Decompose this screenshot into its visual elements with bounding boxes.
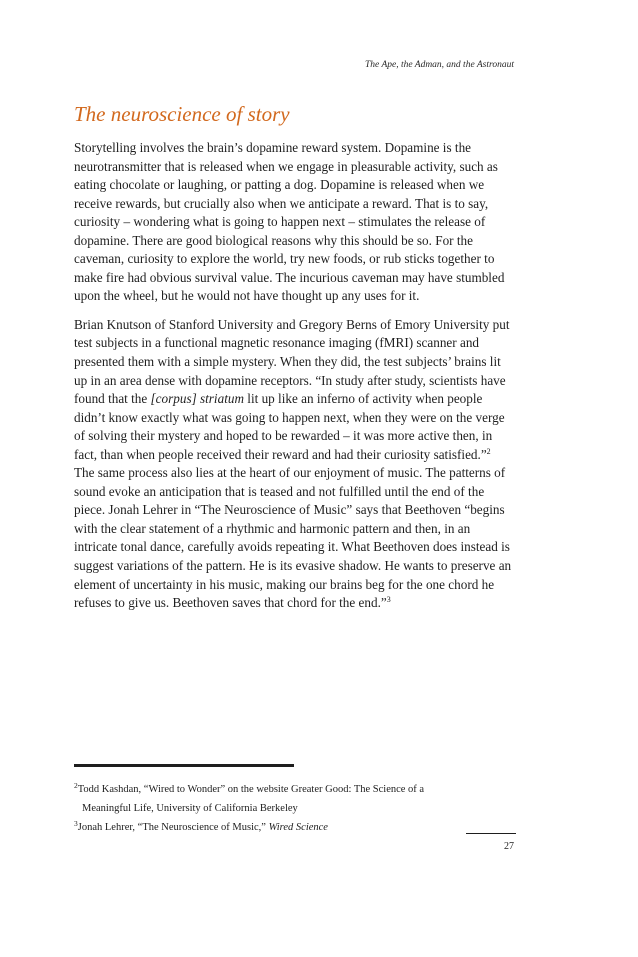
footnote-2-continued	[74, 799, 514, 818]
footnote-3	[74, 818, 514, 837]
footnote-2-line-2: Meaningful Life, University of California Berkeley	[82, 803, 298, 814]
page-number: 27	[504, 841, 514, 852]
paragraph-2-italic: [corpus] striatum	[150, 391, 244, 407]
footnote-3-text: Jonah Lehrer, “The Neuroscience of Music,”	[77, 822, 269, 833]
folio-rule	[466, 833, 516, 834]
paragraph-1: Storytelling involves the brain’s dopamine reward system. Dopamine is the neurotransmitter that is released when we engage in pleasurable activity, such as eating chocolate or laughing, or patting a dog. Dopamine is released when we receive rewards, but crucially also when we anticipate a reward. That is to say, curiosity – wondering what is going to happen next – stimulates the release of dopamine. There are good biological reasons why this should be so. For the caveman, curiosity to explore the world, try new foods, or rub sticks together to make fire had obvious survival value. The incurious caveman may have stumbled upon the wheel, but he would not have thought up any uses for it.	[74, 140, 505, 304]
paragraph-2-text-c: The same process also lies at the heart of our enjoyment of music. The patterns of sound evoke an anticipation that is teased and not fulfilled until the end of the piece. Jonah Lehrer in “The Neuroscience of Music” says that Beethoven “begins with the clear statement of a rhythmic and harmonic pattern and then, in an intricate tonal dance, carefully avoids repeating it. What Beethoven does instead is suggest variations of the pattern. He is its evasive shadow. He wants to preserve an element of uncertainty in his music, making our brains beg for the one chord he refuses to give us. Beethoven saves that chord for the end.”	[74, 465, 512, 611]
body-text	[74, 139, 516, 613]
paragraph-2-text-a: Brian Knutson of Stanford University and Gregory Berns of Emory University put test subjects in a functional magnetic resonance imaging (fMRI) scanner and presented them with a simple mystery. When they did, the test subjects’ brains lit up in an area dense with dopamine receptors. “In study after study, scientists have found that the	[74, 316, 510, 407]
footnote-2-line-1: Todd Kashdan, “Wired to Wonder” on the website Greater Good: The Science of a	[77, 784, 425, 795]
footnote-rule	[74, 764, 294, 767]
footnote-ref-2[interactable]: 2	[486, 446, 491, 456]
footnotes	[74, 780, 514, 837]
footnote-2	[74, 780, 514, 799]
paragraph-2	[74, 316, 516, 613]
footnote-mark-3: 3	[74, 819, 78, 828]
footnote-3-italic: Wired Science	[268, 822, 328, 833]
footnote-ref-3[interactable]: 3	[386, 595, 391, 605]
footnote-mark-2: 2	[74, 781, 78, 790]
section-title: The neuroscience of story	[74, 102, 290, 126]
running-head: The Ape, the Adman, and the Astronaut	[364, 60, 514, 70]
paragraph-2-text-b: lit up like an inferno of activity when people didn’t know exactly what was going to happen next, when they were on the verge of solving their mystery and hoped to be rewarded – it was more active then, in fact, than when people received their reward and had their curiosity satisfied.”	[74, 391, 505, 462]
